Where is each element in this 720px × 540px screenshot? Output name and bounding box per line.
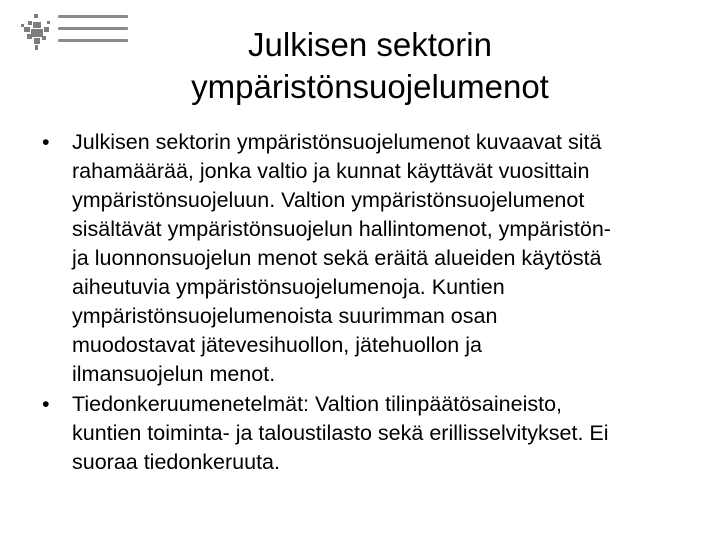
logo-line-3 [58, 39, 128, 42]
bullet-1-line-6: aiheutuvia ympäristönsuojelumenoja. Kuntien [72, 275, 505, 299]
bullet-item-1 [38, 128, 678, 389]
bullet-1-line-2: rahamäärää, jonka valtio ja kunnat käyttävät vuosittain [72, 159, 590, 183]
bullet-1-line-8: muodostavat jätevesihuollon, jätehuollon ja [72, 333, 482, 357]
bullet-1-line-7: ympäristönsuojelumenoista suurimman osan [72, 304, 498, 328]
slide-body [38, 128, 678, 478]
bullet-1-line-1: Julkisen sektorin ympäristönsuojelumenot kuvaavat sitä [72, 130, 602, 154]
bullet-1-line-4: sisältävät ympäristönsuojelun hallintomenot, ympäristön- [72, 217, 611, 241]
slide-title [120, 24, 620, 108]
logo-wordmark [58, 15, 128, 51]
bullet-icon: • [42, 130, 50, 154]
university-emblem-icon [20, 12, 54, 52]
bullet-item-2 [38, 390, 678, 477]
bullet-1-line-5: ja luonnonsuojelun menot sekä eräitä alueiden käytöstä [72, 246, 602, 270]
bullet-2-line-3: suoraa tiedonkeruuta. [72, 450, 280, 474]
logo-line-1 [58, 15, 128, 18]
bullet-icon: • [42, 392, 50, 416]
bullet-2-line-2: kuntien toiminta- ja taloustilasto sekä erillisselvitykset. Ei [72, 421, 609, 445]
university-logo [20, 12, 130, 52]
slide-title-line-1: Julkisen sektorin [248, 26, 492, 63]
bullet-1-line-9: ilmansuojelun menot. [72, 362, 276, 386]
slide-title-line-2: ympäristönsuojelumenot [191, 68, 549, 105]
logo-line-2 [58, 27, 128, 30]
bullet-2-line-1: Tiedonkeruumenetelmät: Valtion tilinpäätösaineisto, [72, 392, 563, 416]
bullet-1-line-3: ympäristönsuojeluun. Valtion ympäristönsuojelumenot [72, 188, 585, 212]
